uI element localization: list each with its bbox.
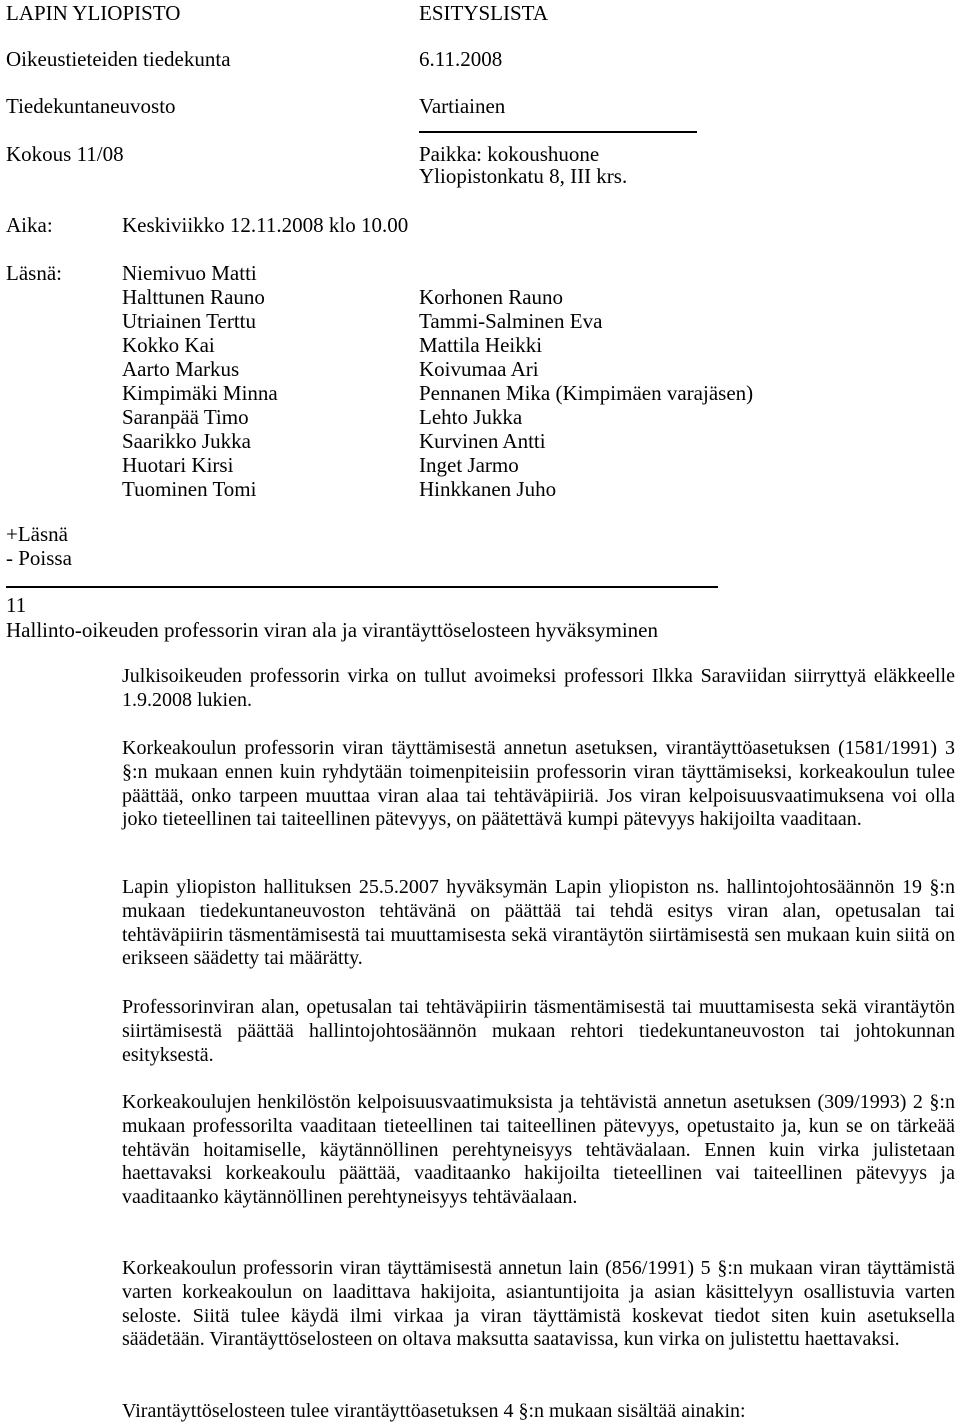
attendee: Saranpää Timo — [122, 405, 249, 429]
attendee: Aarto Markus — [122, 357, 240, 381]
attendee: Kurvinen Antti — [419, 429, 546, 453]
attendee: Koivumaa Ari — [419, 357, 539, 381]
attendee: Korhonen Rauno — [419, 285, 564, 309]
body-paragraph: Lapin yliopiston hallituksen 25.5.2007 hyväksymän Lapin yliopiston ns. hallintojohtosäännön 19 §:n mukaan tiedekuntaneuvoston tehtävänä on päättää tai tehdä esitys viran alan, opetusalan tai tehtäväpiirin täsmentämisestä tai muuttamisesta sekä virantäytön siirtämisestä sen mukaan kuin siitä on erikseen säädetty tai määrätty. — [122, 876, 955, 970]
attendee: Pennanen Mika (Kimpimäen varajäsen) — [419, 381, 754, 405]
meeting-place: Paikka: kokoushuone — [419, 142, 600, 166]
attendee: Niemivuo Matti — [122, 261, 257, 285]
university-name: LAPIN YLIOPISTO — [6, 1, 181, 25]
plus-present-label: +Läsnä — [6, 522, 68, 546]
section-divider — [6, 586, 718, 588]
attendee: Hinkkanen Juho — [419, 477, 557, 501]
attendee: Huotari Kirsi — [122, 453, 234, 477]
present-label: Läsnä: — [6, 261, 62, 285]
body-paragraph: Korkeakoulujen henkilöstön kelpoisuusvaatimuksista ja tehtävistä annetun asetuksen (309/1993) 2 §:n mukaan professorilta vaaditaan tieteellinen tai taiteellinen pätevyys, opetustaito ja, kun se on tärkeää tehtävän hoitamiselle, käytännöllinen perehtyneisyys tehtäväalaan. Ennen kuin virka julistetaan haettavaksi korkeakoulu päättää, vaaditaanko hakijoilta tieteellinen vai taiteellinen pätevyys ja vaaditaanko käytännöllinen perehtyneisyys tehtäväalaan. — [122, 1091, 955, 1209]
body-paragraph: Korkeakoulun professorin viran täyttämisestä annetun asetuksen, virantäyttöasetuksen (1581/1991) 3 §:n mukaan ennen kuin ryhdytään toimenpiteisiin professorin viran täyttämiseksi, korkeakoulun tulee päättää, onko tarpeen muuttaa viran alaa tai tehtäväpiiriä. Jos viran kelpoisuusvaatimuksena voi olla joko tieteellinen tai taiteellinen pätevyys, on päätettävä kumpi pätevyys hakijoilta vaaditaan. — [122, 737, 955, 831]
absent-label: - Poissa — [6, 546, 72, 570]
item-title: Hallinto-oikeuden professorin viran ala ja virantäyttöselosteen hyväksyminen — [6, 618, 658, 642]
faculty-name: Oikeustieteiden tiedekunta — [6, 47, 231, 71]
meeting-address: Yliopistonkatu 8, III krs. — [419, 164, 628, 188]
document-date: 6.11.2008 — [419, 47, 503, 71]
document-type: ESITYSLISTA — [419, 1, 548, 25]
body-paragraph: Julkisoikeuden professorin virka on tullut avoimeksi professori Ilkka Saraviidan siirryttyä eläkkeelle 1.9.2008 lukien. — [122, 665, 955, 711]
attendee: Inget Jarmo — [419, 453, 519, 477]
attendee: Tuominen Tomi — [122, 477, 257, 501]
attendee: Halttunen Rauno — [122, 285, 265, 309]
body-paragraph: Virantäyttöselosteen tulee virantäyttöasetuksen 4 §:n mukaan sisältää ainakin: — [122, 1400, 746, 1422]
time-value: Keskiviikko 12.11.2008 klo 10.00 — [122, 213, 409, 237]
attendee: Kimpimäki Minna — [122, 381, 278, 405]
signer-name: Vartiainen — [419, 94, 506, 118]
meeting-number: Kokous 11/08 — [6, 142, 124, 166]
body-paragraph: Professorinviran alan, opetusalan tai tehtäväpiirin täsmentämisestä tai muuttamisesta sekä virantäytön siirtämisestä päättää hallintojohtosäännön mukaan rehtori tiedekuntaneuvoston tai johtokunnan esityksestä. — [122, 996, 955, 1066]
attendee: Utriainen Terttu — [122, 309, 257, 333]
item-number: 11 — [6, 593, 27, 617]
council-name: Tiedekuntaneuvosto — [6, 94, 176, 118]
attendee: Tammi-Salminen Eva — [419, 309, 603, 333]
attendee: Mattila Heikki — [419, 333, 543, 357]
attendee: Lehto Jukka — [419, 405, 523, 429]
time-label: Aika: — [6, 213, 53, 237]
header-divider — [419, 131, 697, 133]
attendee: Kokko Kai — [122, 333, 215, 357]
body-paragraph: Korkeakoulun professorin viran täyttämisestä annetun lain (856/1991) 5 §:n mukaan viran täyttämistä varten korkeakoulun on laadittava hakijoita, asiantuntijoita ja asian käsittelyyn osallistuvia varten seloste. Siitä tulee käydä ilmi virkaa ja viran täyttämistä koskevat tiedot siten kuin asetuksella säädetään. Virantäyttöselosteen on oltava maksutta saatavissa, kun virka on julistettu haettavaksi. — [122, 1257, 955, 1351]
attendee: Saarikko Jukka — [122, 429, 251, 453]
